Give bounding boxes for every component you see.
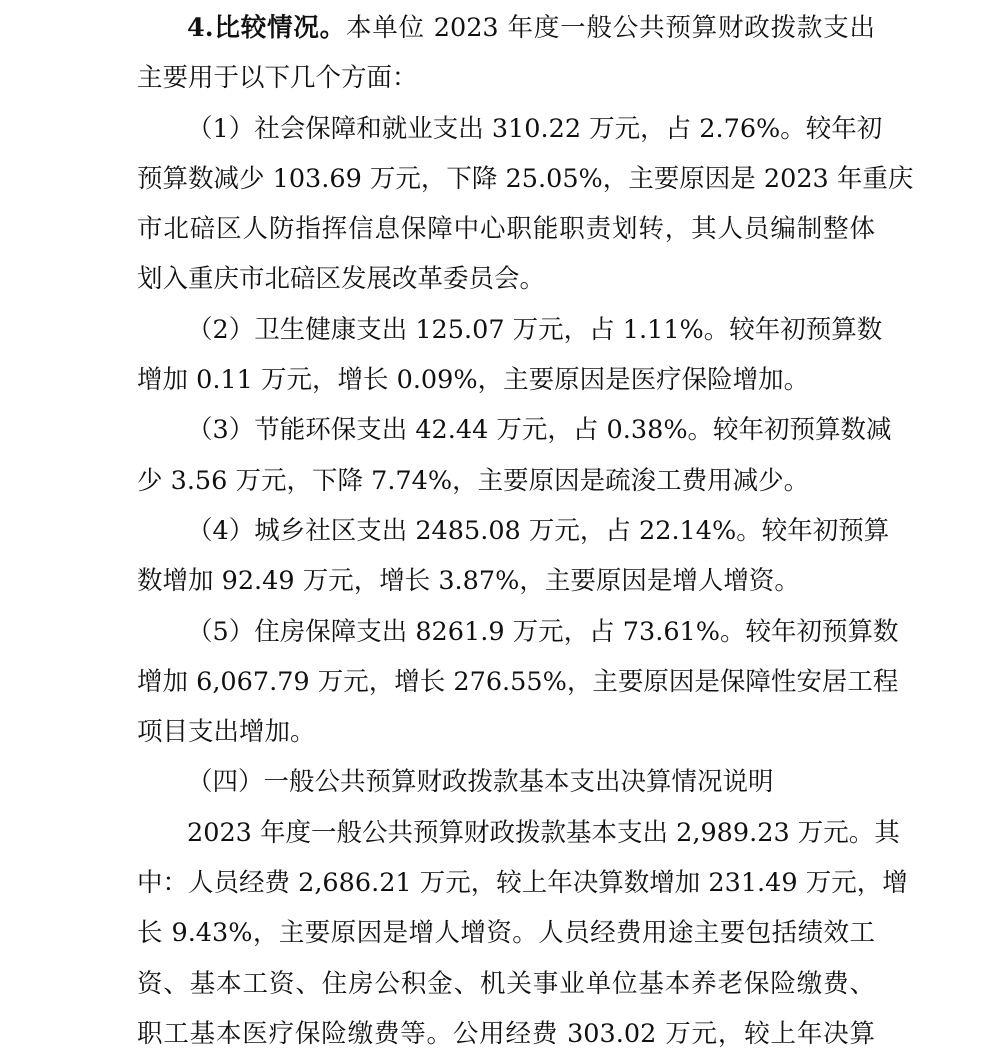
paragraph-line: 数增加 92.49 万元，增长 3.87%，主要原因是增人增资。 <box>137 566 800 596</box>
paragraph-line: 4.比较情况。本单位 2023 年度一般公共预算财政拨款支出 <box>187 13 875 43</box>
paragraph-line: （2）卫生健康支出 125.07 万元，占 1.11%。较年初预算数 <box>187 315 883 345</box>
section-subheading: （四）一般公共预算财政拨款基本支出决算情况说明 <box>187 767 774 797</box>
paragraph-line: 2023 年度一般公共预算财政拨款基本支出 2,989.23 万元。其 <box>187 818 900 848</box>
paragraph-line: 长 9.43%，主要原因是增人增资。人员经费用途主要包括绩效工 <box>137 918 875 948</box>
paragraph-line: （1）社会保障和就业支出 310.22 万元，占 2.76%。较年初 <box>187 114 883 144</box>
paragraph-line: 主要用于以下几个方面： <box>137 63 418 93</box>
paragraph-line: 资、基本工资、住房公积金、机关事业单位基本养老保险缴费、 <box>137 969 875 999</box>
section-heading: 4.比较情况。 <box>187 13 346 43</box>
paragraph-line: 预算数减少 103.69 万元，下降 25.05%，主要原因是 2023 年重庆 <box>137 164 914 194</box>
paragraph-line: 少 3.56 万元，下降 7.74%，主要原因是疏浚工费用减少。 <box>137 466 810 496</box>
paragraph-line: （4）城乡社区支出 2485.08 万元，占 22.14%。较年初预算 <box>187 516 890 546</box>
paragraph-line: （3）节能环保支出 42.44 万元，占 0.38%。较年初预算数减 <box>187 415 892 445</box>
paragraph-line: 划入重庆市北碚区发展改革委员会。 <box>137 264 546 294</box>
paragraph-line: 增加 0.11 万元，增长 0.09%，主要原因是医疗保险增加。 <box>137 365 810 395</box>
paragraph-line: 项目支出增加。 <box>137 717 316 747</box>
paragraph-line: 职工基本医疗保险缴费等。公用经费 303.02 万元，较上年决算 <box>137 1019 875 1049</box>
paragraph-line: （5）住房保障支出 8261.9 万元，占 73.61%。较年初预算数 <box>187 617 899 647</box>
paragraph-line: 增加 6,067.79 万元，增长 276.55%，主要原因是保障性安居工程 <box>137 667 899 697</box>
paragraph-line: 中：人员经费 2,686.21 万元，较上年决算数增加 231.49 万元，增 <box>137 868 908 898</box>
paragraph-line: 市北碚区人防指挥信息保障中心职能职责划转，其人员编制整体 <box>137 214 875 244</box>
